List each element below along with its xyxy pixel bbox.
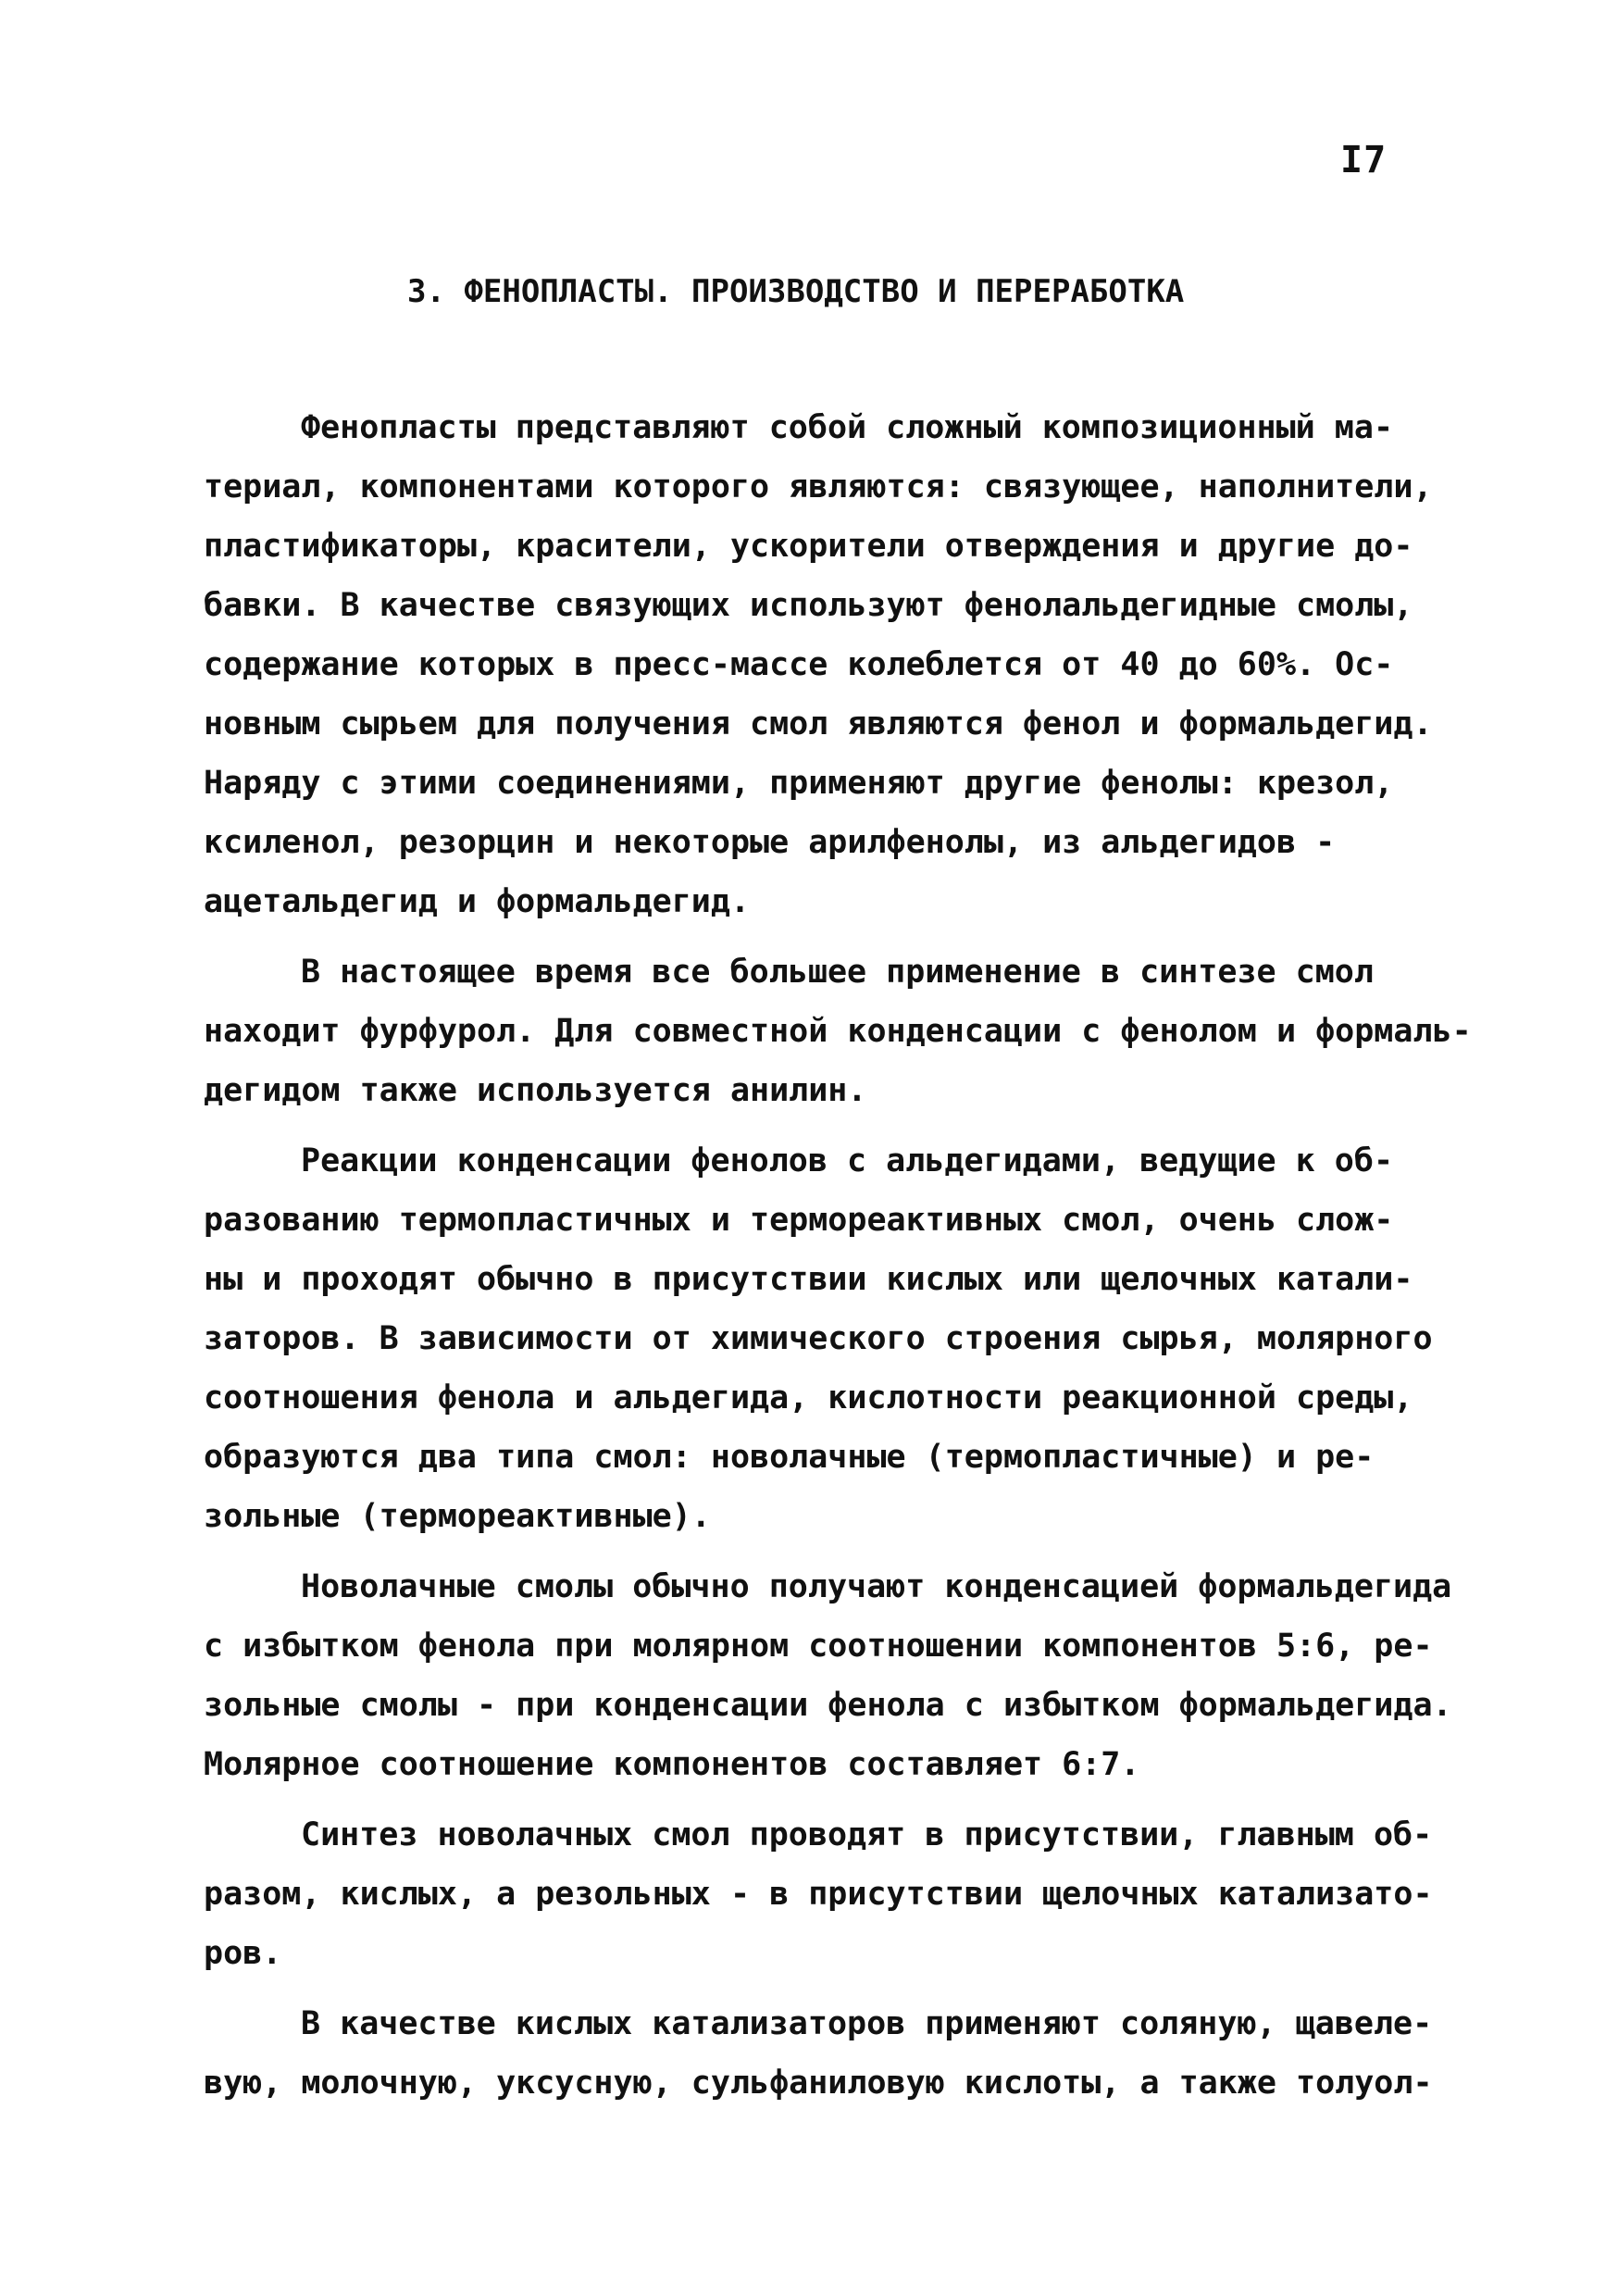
text-line: дегидом также используется анилин.: [204, 1072, 867, 1109]
text-line: териал, компонентами которого являются: связующее, наполнители,: [204, 468, 1433, 505]
text-line: Наряду с этими соединениями, применяют другие фенолы: крезол,: [204, 765, 1394, 802]
text-line: разом, кислых, а резольных - в присутствии щелочных катализато-: [204, 1876, 1433, 1913]
text-line: с избытком фенола при молярном соотношении компонентов 5:6, ре-: [204, 1628, 1433, 1665]
text-line: соотношения фенола и альдегида, кислотности реакционной среды,: [204, 1379, 1413, 1416]
text-line: В настоящее время все большее применение в синтезе смол: [301, 954, 1374, 991]
text-line: пластификаторы, красители, ускорители отверждения и другие до-: [204, 528, 1413, 565]
text-line: разованию термопластичных и термореактивных смол, очень слож-: [204, 1202, 1394, 1239]
text-line: ны и проходят обычно в присутствии кислых или щелочных катали-: [204, 1261, 1413, 1298]
page-number: I7: [1340, 139, 1388, 181]
text-line: ров.: [204, 1935, 282, 1972]
text-line: бавки. В качестве связующих используют фенолальдегидные смолы,: [204, 587, 1413, 624]
text-line: новным сырьем для получения смол являются фенол и формальдегид.: [204, 705, 1433, 742]
text-line: Реакции конденсации фенолов с альдегидами, ведущие к об-: [301, 1142, 1394, 1179]
text-line: заторов. В зависимости от химического строения сырья, молярного: [204, 1320, 1433, 1357]
text-line: образуются два типа смол: новолачные (термопластичные) и ре-: [204, 1439, 1375, 1476]
text-line: Синтез новолачных смол проводят в присутствии, главным об-: [301, 1816, 1433, 1853]
section-title: 3. ФЕНОПЛАСТЫ. ПРОИЗВОДСТВО И ПЕРЕРАБОТКА: [407, 273, 1185, 310]
text-line: зольные (термореактивные).: [204, 1498, 711, 1535]
text-line: В качестве кислых катализаторов применяют соляную, щавеле-: [301, 2005, 1433, 2042]
text-line: Молярное соотношение компонентов составляет 6:7.: [204, 1746, 1140, 1783]
body-text: [204, 398, 1472, 2113]
text-line: Новолачные смолы обычно получают конденсацией формальдегида: [301, 1568, 1452, 1605]
text-line: вую, молочную, уксусную, сульфаниловую кислоты, а также толуол-: [204, 2065, 1433, 2102]
text-line: содержание которых в пресс-массе колеблется от 40 до 60%. Ос-: [204, 646, 1394, 683]
text-line: зольные смолы - при конденсации фенола с избытком формальдегида.: [204, 1687, 1452, 1724]
text-line: Фенопласты представляют собой сложный композиционный ма-: [301, 409, 1394, 446]
text-line: ксиленол, резорцин и некоторые арилфенолы, из альдегидов -: [204, 824, 1336, 861]
text-line: ацетальдегид и формальдегид.: [204, 883, 751, 920]
text-line: находит фурфурол. Для совместной конденсации с фенолом и формаль-: [204, 1013, 1472, 1050]
